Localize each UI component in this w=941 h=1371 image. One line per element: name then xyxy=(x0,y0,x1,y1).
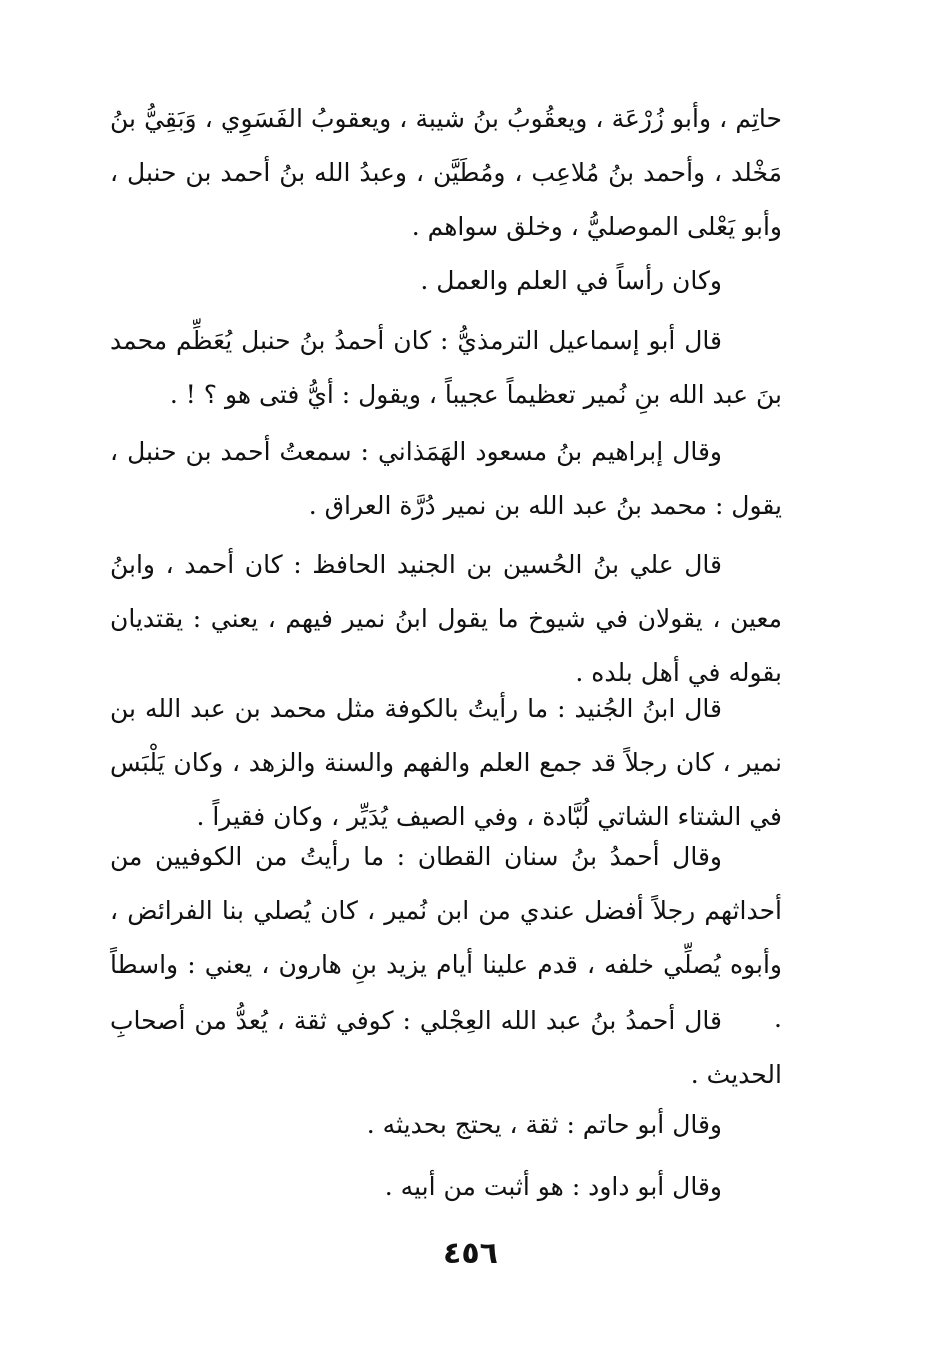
paragraph-ibn-junayd-kufa: قال ابنُ الجُنيد : ما رأيتُ بالكوفة مثل محمد بن عبد الله بن نمير ، كان رجلاً قد جمع العلم والفهم والسنة والزهد ، وكان يَلْبَس في الشتاء الشاتي لُبَّادة ، وفي الصيف يُدَيِّر ، وكان فقيراً . xyxy=(110,694,782,831)
paragraph-ijli-quote: قال أحمدُ بنُ عبد الله العِجْلي : كوفي ثقة ، يُعدُّ من أصحابِ الحديث . xyxy=(110,1006,782,1089)
paragraph-tirmidhi-quote: قال أبو إسماعيل الترمذيُّ : كان أحمدُ بنُ حنبل يُعَظِّم محمد بنَ عبد الله بنِ نُمير تعظيماً عجيباً ، ويقول : أيُّ فتى هو ؟ ! . xyxy=(110,326,782,409)
body-text-para-9 xyxy=(110,1098,782,1152)
paragraph-head-in-knowledge: وكان رأساً في العلم والعمل . xyxy=(420,266,722,295)
body-text-para-4 xyxy=(110,425,782,533)
body-text-para-8 xyxy=(110,994,782,1102)
body-text-upper xyxy=(110,92,782,254)
paragraph-narrators-list: حاتِم ، وأبو زُرْعَة ، ويعقُوبُ بنُ شيبة ، ويعقوبُ الفَسَوِي ، وَبَقِيُّ بنُ مَخْلد ، وأحمد بنُ مُلاعِب ، ومُطَيَّن ، وعبدُ الله بنُ أحمد بن حنبل ، وأبو يَعْلى الموصليُّ ، وخلق سواهم . xyxy=(110,104,782,241)
page-number: ٤٥٦ xyxy=(443,1236,498,1271)
body-text-para-3 xyxy=(110,314,782,422)
paragraph-abu-hatim-quote: وقال أبو حاتم : ثقة ، يحتج بحديثه . xyxy=(366,1110,722,1139)
body-text-para-5 xyxy=(110,538,782,700)
paragraph-hamadhani-quote: وقال إبراهيم بنُ مسعود الهَمَذاني : سمعتُ أحمد بن حنبل ، يقول : محمد بنُ عبد الله بن نمير دُرَّة العراق . xyxy=(110,437,782,520)
paragraph-abu-dawud-quote: وقال أبو داود : هو أثبت من أبيه . xyxy=(384,1172,722,1201)
paragraph-qattan-quote: وقال أحمدُ بنُ سنان القطان : ما رأيتُ من الكوفيين من أحداثهم رجلاً أفضل عندي من ابن نُمير ، كان يُصلي بنا الفرائض ، وأبوه يُصلِّي خلفه ، قدم علينا أيام يزيد بنِ هارون ، يعني : واسطاً . xyxy=(110,842,782,1033)
body-text-para-2 xyxy=(110,254,782,308)
body-text-para-6 xyxy=(110,682,782,844)
body-text-para-10 xyxy=(110,1160,782,1214)
paragraph-ibn-junayd-hafiz: قال علي بنُ الحُسين بن الجنيد الحافظ : كان أحمد ، وابنُ معين ، يقولان في شيوخ ما يقول ابنُ نمير فيهم ، يعني : يقتديان بقوله في أهل بلده . xyxy=(110,550,782,687)
